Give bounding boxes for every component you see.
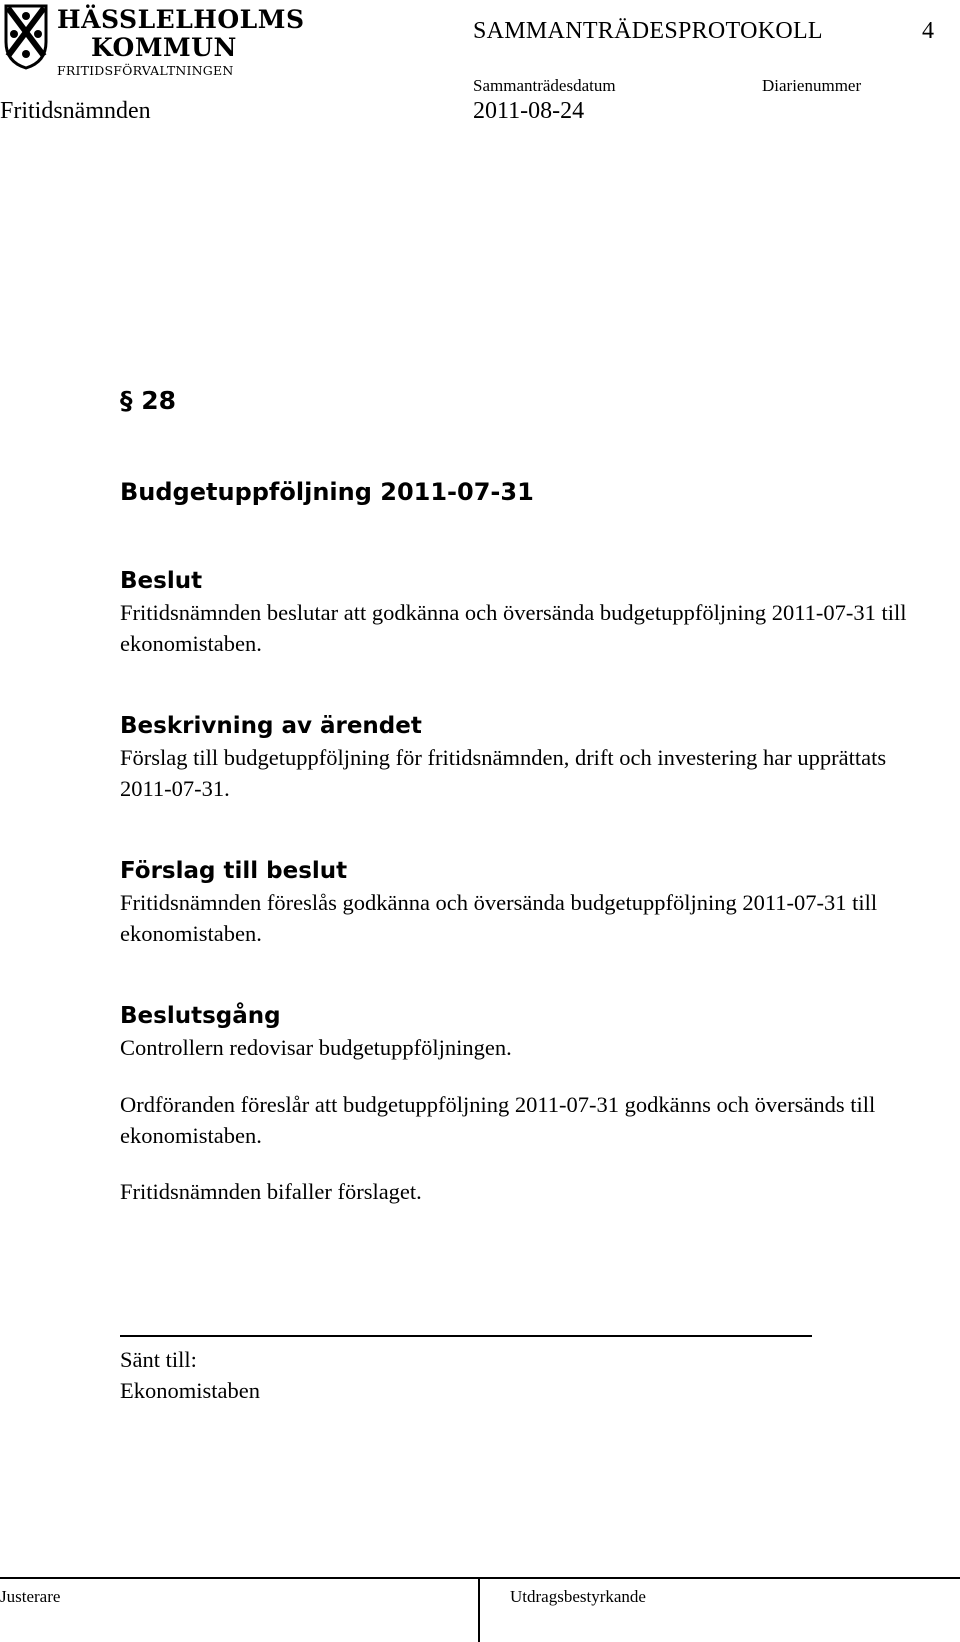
footer-column-divider <box>478 1577 480 1642</box>
section-text-beslutsgang-1: Controllern redovisar budgetuppföljningen. <box>120 1035 512 1060</box>
sent-to-value: Ekonomistaben <box>120 1378 260 1403</box>
kommun-logo <box>0 4 305 78</box>
section-heading-beslut: Beslut <box>120 568 203 594</box>
section-text-beslutsgang-3: Fritidsnämnden bifaller förslaget. <box>120 1179 422 1204</box>
section-text-beslutsgang-2: Ordföranden föreslår att budgetuppföljning 2011-07-31 godkänns och översänds till ekonomistaben. <box>120 1092 876 1148</box>
page-number: 4 <box>922 18 934 44</box>
footer-justerare: Justerare <box>0 1587 61 1606</box>
section-heading-forslag: Förslag till beslut <box>120 858 348 884</box>
committee-name: Fritidsnämnden <box>0 98 151 124</box>
signature-divider <box>120 1335 812 1337</box>
section-heading-beslutsgang: Beslutsgång <box>120 1003 281 1029</box>
org-name-line1: HÄSSLELHOLMS <box>57 5 305 34</box>
section-text-forslag: Fritidsnämnden föreslås godkänna och översända budgetuppföljning 2011-07-31 till ekonomistaben. <box>120 890 878 946</box>
section-heading-beskrivning: Beskrivning av ärendet <box>120 713 422 739</box>
paragraph-number: § 28 <box>120 386 176 415</box>
org-name-line2: KOMMUN <box>91 33 237 62</box>
section-text-beslut: Fritidsnämnden beslutar att godkänna och översända budgetuppföljning 2011-07-31 till ekonomistaben. <box>120 600 907 656</box>
org-name <box>57 6 305 62</box>
footer-utdragsbestyrkande: Utdragsbestyrkande <box>510 1587 646 1606</box>
section-text-beskrivning: Förslag till budgetuppföljning för fritidsnämnden, drift och investering har upprättats 2011-07-31. <box>120 745 887 801</box>
sent-to-label: Sänt till: <box>120 1347 197 1372</box>
date-label: Sammanträdesdatum <box>473 76 616 95</box>
meeting-date: 2011-08-24 <box>473 98 585 124</box>
diary-label: Diarienummer <box>762 76 862 95</box>
footer-divider <box>0 1577 960 1579</box>
org-department: FRITIDSFÖRVALTNINGEN <box>57 63 234 78</box>
page-title: Budgetuppföljning 2011-07-31 <box>120 478 534 506</box>
coat-of-arms-icon <box>4 4 48 70</box>
document-type: SAMMANTRÄDESPROTOKOLL <box>473 18 823 44</box>
